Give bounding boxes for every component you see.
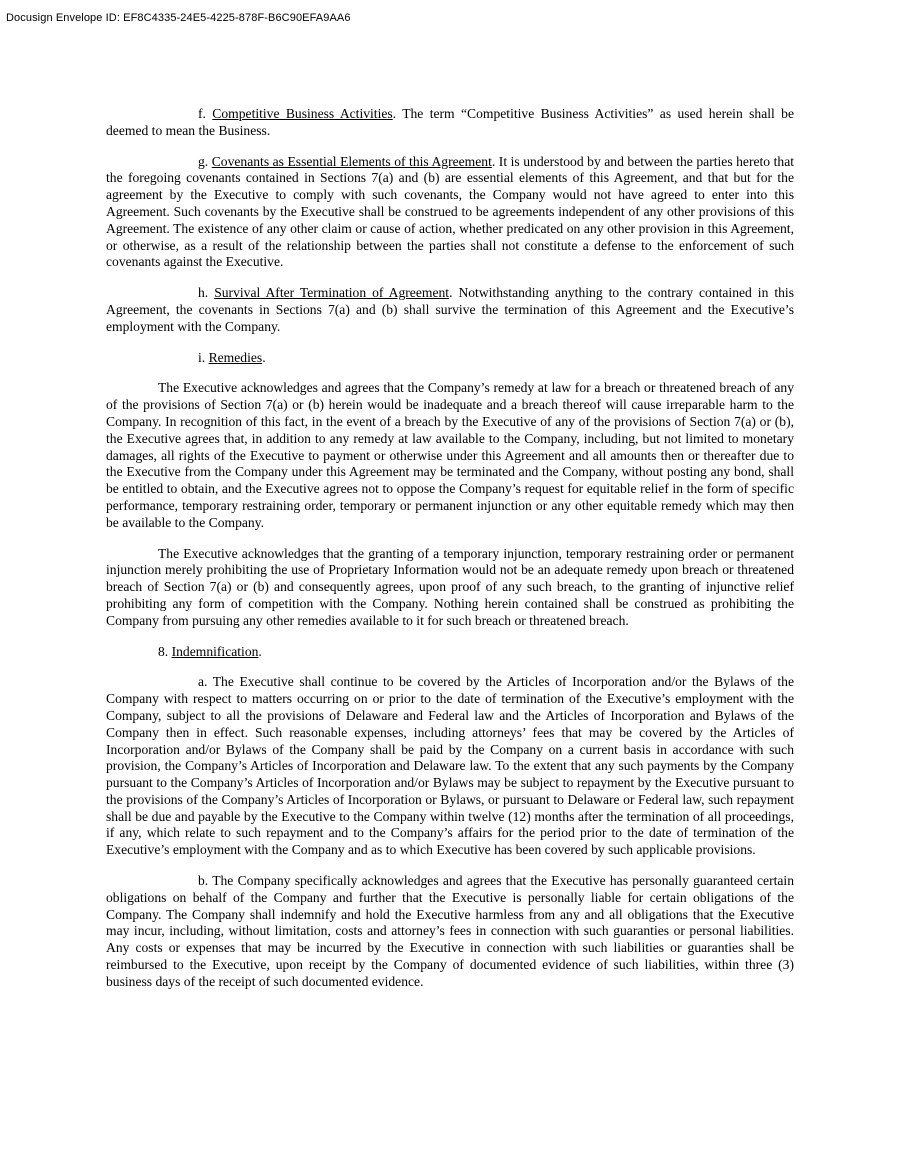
remedies-paragraph-1: The Executive acknowledges and agrees that the Company’s remedy at law for a breach or threatened breach of any of the provisions of Section 7(a) or (b) herein would be inadequate and a breach thereof will cause irreparable harm to the Company. In recognition of this fact, in the event of a breach by the Executive of any of the provisions of Section 7(a) or (b), the Executive agrees that, in addition to any remedy at law available to the Company, including, but not limited to monetary damages, all rights of the Executive to payment or otherwise under this Agreement and all amounts then or thereafter due to the Executive from the Company under this Agreement may be terminated and the Company, without posting any bond, shall be entitled to obtain, and the Executive agrees not to oppose the Company’s request for equitable relief in the form of specific performance, temporary restraining order, temporary or permanent injunction or any other equitable remedy which may then be available to the Company. [106, 380, 794, 530]
remedies-paragraph-2: The Executive acknowledges that the granting of a temporary injunction, temporary restraining order or permanent injunction merely prohibiting the use of Proprietary Information would not be an adequate remedy upon breach or threatened breach of Section 7(a) or (b) and consequently agrees, upon proof of any such breach, to the granting of injunctive relief prohibiting any form of competition with the Company. Nothing herein contained shall be construed as prohibiting the Company from pursuing any other remedies available to it for such breach or threatened breach. [106, 545, 794, 628]
section-f-body: . The term “Competitive Business Activities” as used herein shall be deemed to mean the Business. [106, 106, 794, 138]
section-g-title: Covenants as Essential Elements of this Agreement [211, 153, 492, 169]
section-h-title: Survival After Termination of Agreement [214, 285, 450, 301]
section-i-marker: i. [198, 349, 209, 365]
section-8-title: Indemnification [171, 643, 259, 659]
section-i-suffix: . [262, 349, 266, 365]
envelope-id: Docusign Envelope ID: EF8C4335-24E5-4225-878F-B6C90EFA9AA6 [6, 12, 351, 24]
section-h-body: . Notwithstanding anything to the contrary contained in this Agreement, the covenants in Sections 7(a) and (b) shall survive the termination of this Agreement and the Executive’s employment with the Company. [106, 285, 795, 334]
section-h-marker: h. [198, 285, 215, 301]
section-8-marker: 8. [158, 643, 172, 659]
section-g [106, 154, 794, 272]
section-f [106, 106, 794, 140]
indemnification-b: b. The Company specifically acknowledges and agrees that the Executive has personally guaranteed certain obligations on behalf of the Company and further that the Executive is personally liable for certain obligations of the Company. The Company shall indemnify and hold the Executive harmless from any and all obligations that the Executive may incur, including, without limitation, costs and attorney’s fees in connection with such guaranties or personal liabilities. Any costs or expenses that may be incurred by the Executive in connection with such liabilities or guaranties shall be reimbursed to the Executive, upon receipt by the Company of documented evidence of such liabilities, within three (3) business days of the receipt of such documented evidence. [106, 873, 794, 989]
section-i-title: Remedies [208, 349, 263, 365]
indemnification-a: a. The Executive shall continue to be covered by the Articles of Incorporation and/or the Bylaws of the Company with respect to matters occurring on or prior to the date of termination of the Executive’s employment with the Company, subject to all the provisions of Delaware and Federal law and the Articles of Incorporation and Bylaws of the Company then in effect. Such reasonable expenses, including attorneys’ fees that may be covered by the Articles of Incorporation and/or Bylaws of the Company shall be paid by the Company on a current basis in accordance with such provision, the Company’s Articles of Incorporation and Delaware law. To the extent that any such payments by the Company pursuant to the Company’s Articles of Incorporation and/or Bylaws may be subject to repayment by the Executive pursuant to the provisions of the Company’s Articles of Incorporation or Bylaws, or pursuant to Delaware or Federal law, such repayment shall be due and payable by the Executive to the Company within twelve (12) months after the termination of all proceedings, if any, which relate to such repayment and to the Company’s affairs for the period prior to the date of termination of the Executive’s employment with the Company and as to which Executive has been covered by such applicable provisions. [106, 674, 794, 858]
section-g-marker: g. [198, 153, 212, 169]
section-h [106, 285, 794, 335]
section-8-heading [106, 644, 794, 661]
section-8-suffix: . [258, 643, 262, 659]
section-f-title: Competitive Business Activities [212, 106, 393, 121]
section-f-marker: f. [198, 106, 213, 121]
document-body [106, 106, 794, 1005]
section-g-body: . It is understood by and between the parties hereto that the foregoing covenants contained in Sections 7(a) and (b) are essential elements of this Agreement, and that but for the agreement by the Executive to comply with such covenants, the Company would not have agreed to enter into this Agreement. Such covenants by the Executive shall be construed to be agreements independent of any other provisions of this Agreement. The existence of any other claim or cause of action, whether predicated on any other provision in this Agreement, or otherwise, as a result of the relationship between the parties shall not constitute a defense to the enforcement of such covenants against the Executive. [106, 153, 795, 270]
section-i-heading [106, 350, 794, 367]
